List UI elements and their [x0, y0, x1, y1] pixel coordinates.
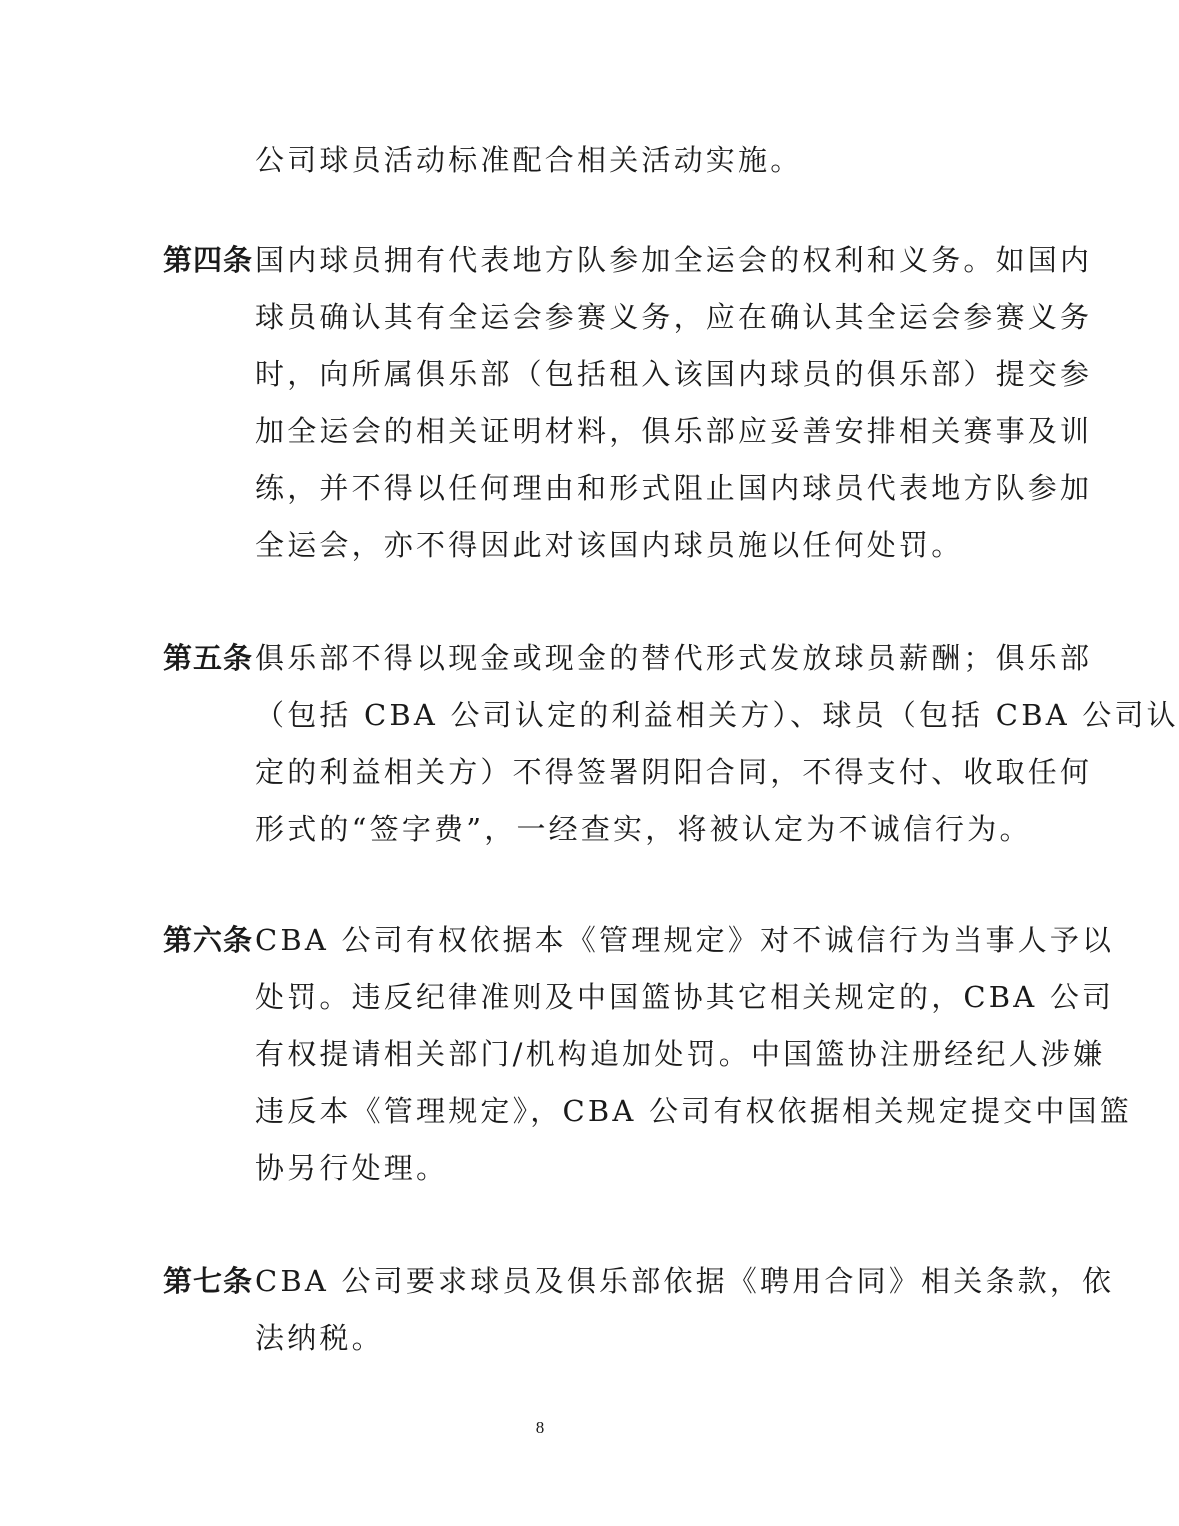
article-4-line: 加全运会的相关证明材料，俱乐部应妥善安排相关赛事及训 [255, 414, 1093, 448]
article-5-line: 定的利益相关方）不得签署阴阳合同，不得支付、收取任何 [255, 755, 1093, 789]
article-4-line: 时，向所属俱乐部（包括租入该国内球员的俱乐部）提交参 [255, 357, 1093, 391]
page-number: 8 [535, 1418, 545, 1437]
article-6-line: 违反本《管理规定》，CBA 公司有权依据相关规定提交中国篮 [255, 1094, 1132, 1128]
article-6-line: 协另行处理。 [255, 1151, 449, 1185]
article-4-line: 全运会，亦不得因此对该国内球员施以任何处罚。 [255, 528, 964, 562]
article-6-line: 有权提请相关部门/机构追加处罚。中国篮协注册经纪人涉嫌 [255, 1037, 1106, 1071]
article-4-line: 球员确认其有全运会参赛义务，应在确认其全运会参赛义务 [255, 300, 1093, 334]
article-6-line: 处罚。违反纪律准则及中国篮协其它相关规定的，CBA 公司 [255, 980, 1115, 1014]
article-6-label: 第六条 [163, 923, 254, 957]
article-5-line: 俱乐部不得以现金或现金的替代形式发放球员薪酬；俱乐部 [255, 641, 1093, 675]
article-5-line: 形式的“签字费”，一经查实，将被认定为不诚信行为。 [255, 812, 1032, 846]
article-7-line: 法纳税。 [255, 1321, 384, 1355]
article-4-line: 练，并不得以任何理由和形式阻止国内球员代表地方队参加 [255, 471, 1093, 505]
article-7-line: CBA 公司要求球员及俱乐部依据《聘用合同》相关条款，依 [255, 1264, 1115, 1298]
article-6-line: CBA 公司有权依据本《管理规定》对不诚信行为当事人予以 [255, 923, 1115, 957]
article-4-line: 国内球员拥有代表地方队参加全运会的权利和义务。如国内 [255, 243, 1093, 277]
article-4-label: 第四条 [163, 243, 254, 277]
article-5-line: （包括 CBA 公司认定的利益相关方）、球员（包括 CBA 公司认 [255, 698, 1179, 732]
intro-line: 公司球员活动标准配合相关活动实施。 [255, 143, 803, 177]
article-7-label: 第七条 [163, 1264, 254, 1298]
article-5-label: 第五条 [163, 641, 254, 675]
